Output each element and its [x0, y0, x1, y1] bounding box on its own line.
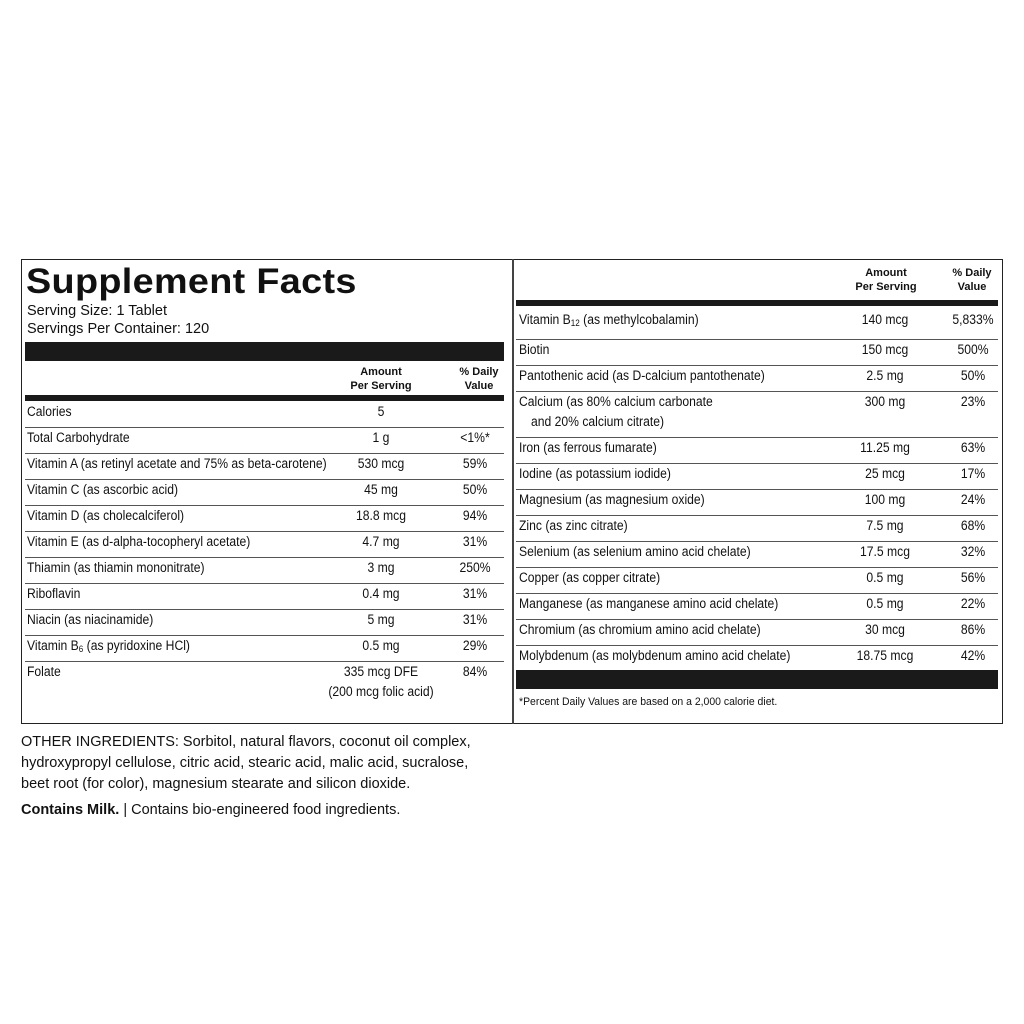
nutrient-daily-value: 42%	[960, 648, 986, 663]
nutrient-amount: 45 mg	[364, 482, 398, 497]
nutrient-name: Calcium (as 80% calcium carbonate	[519, 394, 713, 409]
nutrient-amount: 5	[377, 404, 385, 419]
nutrient-name: Vitamin C (as ascorbic acid)	[27, 482, 179, 497]
nutrient-name: Pantothenic acid (as D-calcium pantothenate)	[519, 368, 765, 383]
nutrient-name: Thiamin (as thiamin mononitrate)	[27, 560, 205, 575]
nutrient-daily-value: 31%	[462, 612, 488, 627]
nutrient-name: Iodine (as potassium iodide)	[519, 466, 671, 481]
serving-size: Serving Size: 1 Tablet	[27, 303, 167, 319]
nutrient-name: Manganese (as manganese amino acid chelate)	[519, 596, 779, 611]
dv-header-right: % Daily Value	[952, 267, 992, 293]
header-rule-right	[516, 300, 998, 306]
nutrient-name: Selenium (as selenium amino acid chelate)	[519, 544, 751, 559]
nutrient-name: Total Carbohydrate	[27, 430, 130, 445]
column-divider	[512, 259, 514, 724]
nutrient-amount: 30 mcg	[865, 622, 905, 637]
nutrient-amount: 0.5 mg	[362, 638, 400, 653]
nutrient-amount: 530 mcg	[357, 456, 405, 471]
nutrient-daily-value: 94%	[462, 508, 488, 523]
contains-bioengineered: | Contains bio-engineered food ingredients.	[119, 802, 401, 818]
nutrient-name: Iron (as ferrous fumarate)	[519, 440, 657, 455]
nutrient-amount: 0.5 mg	[866, 596, 904, 611]
nutrient-daily-value: 59%	[462, 456, 488, 471]
nutrient-name: Molybdenum (as molybdenum amino acid chelate)	[519, 648, 791, 663]
nutrient-daily-value: 250%	[459, 560, 491, 575]
amount-header-left: Amount Per Serving	[350, 366, 412, 392]
daily-value-footnote: *Percent Daily Values are based on a 2,000 calorie diet.	[519, 696, 778, 708]
nutrient-amount: 5 mg	[367, 612, 395, 627]
nutrient-amount: 150 mcg	[861, 342, 909, 357]
nutrient-name: Vitamin D (as cholecalciferol)	[27, 508, 185, 523]
nutrient-amount: 25 mcg	[865, 466, 905, 481]
nutrient-daily-value: 29%	[462, 638, 488, 653]
footer-bar-right	[516, 670, 998, 689]
nutrient-daily-value: 56%	[960, 570, 986, 585]
nutrient-name: Biotin	[519, 342, 550, 357]
nutrient-name: Calories	[27, 404, 72, 419]
allergen-statement	[21, 802, 400, 818]
amount-header-right: Amount Per Serving	[855, 267, 917, 293]
nutrient-daily-value: 50%	[960, 368, 986, 383]
nutrient-name: Niacin (as niacinamide)	[27, 612, 154, 627]
nutrient-daily-value: 86%	[960, 622, 986, 637]
nutrient-daily-value: 5,833%	[952, 312, 994, 327]
nutrient-amount: 7.5 mg	[866, 518, 904, 533]
panel-title: Supplement Facts	[26, 262, 357, 301]
contains-milk: Contains Milk.	[21, 802, 120, 818]
nutrient-amount: 0.4 mg	[362, 586, 400, 601]
nutrient-name: Folate	[27, 664, 61, 679]
nutrient-name: Riboflavin	[27, 586, 81, 601]
nutrient-amount: 3 mg	[367, 560, 395, 575]
nutrient-name: Chromium (as chromium amino acid chelate)	[519, 622, 761, 637]
nutrient-amount-detail: (200 mcg folic acid)	[328, 684, 434, 699]
nutrient-name: Vitamin A (as retinyl acetate and 75% as beta-carotene)	[27, 456, 327, 471]
nutrient-name: Vitamin $B_{12}$ (as methylcobalamin)	[519, 312, 699, 328]
nutrient-daily-value: 17%	[960, 466, 986, 481]
nutrient-daily-value: 500%	[957, 342, 989, 357]
nutrient-amount: 0.5 mg	[866, 570, 904, 585]
servings-per-container: Servings Per Container: 120	[27, 321, 210, 337]
nutrient-name: Magnesium (as magnesium oxide)	[519, 492, 705, 507]
nutrient-name: Copper (as copper citrate)	[519, 570, 661, 585]
nutrient-daily-value: 24%	[960, 492, 986, 507]
nutrient-amount: 300 mg	[864, 394, 906, 409]
nutrient-amount: 11.25 mg	[860, 440, 910, 455]
nutrient-daily-value: 31%	[462, 586, 488, 601]
nutrient-name: Vitamin $B_6$ (as pyridoxine HCl)	[27, 638, 190, 654]
nutrient-amount: 2.5 mg	[866, 368, 904, 383]
nutrient-daily-value: 63%	[960, 440, 986, 455]
nutrient-daily-value: 32%	[960, 544, 986, 559]
nutrient-amount: 18.75 mcg	[856, 648, 914, 663]
nutrient-daily-value: <1%*	[460, 430, 490, 445]
nutrient-amount: 17.5 mcg	[860, 544, 910, 559]
header-bar-left	[25, 342, 504, 361]
other-ingredients: OTHER INGREDIENTS: Sorbitol, natural flavors, coconut oil complex, hydroxypropyl cellulose, citric acid, stearic acid, malic acid, sucralose, beet root (for color), magnesium stearate and silicon dioxide.	[21, 734, 471, 792]
nutrient-amount: 100 mg	[864, 492, 906, 507]
nutrient-name-detail: and 20% calcium citrate)	[531, 414, 665, 429]
nutrient-name: Vitamin E (as d-alpha-tocopheryl acetate)	[27, 534, 251, 549]
dv-header-left: % Daily Value	[459, 366, 499, 392]
nutrient-name: Zinc (as zinc citrate)	[519, 518, 628, 533]
nutrient-daily-value: 31%	[462, 534, 488, 549]
nutrient-amount: 18.8 mcg	[356, 508, 406, 523]
nutrient-amount: 335 mcg DFE	[343, 664, 419, 679]
nutrient-daily-value: 84%	[462, 664, 488, 679]
nutrient-daily-value: 50%	[462, 482, 488, 497]
nutrient-amount: 1 g	[372, 430, 390, 445]
nutrient-daily-value: 22%	[960, 596, 986, 611]
nutrient-amount: 140 mcg	[861, 312, 909, 327]
nutrient-daily-value: 23%	[960, 394, 986, 409]
nutrient-daily-value: 68%	[960, 518, 986, 533]
nutrient-amount: 4.7 mg	[362, 534, 400, 549]
